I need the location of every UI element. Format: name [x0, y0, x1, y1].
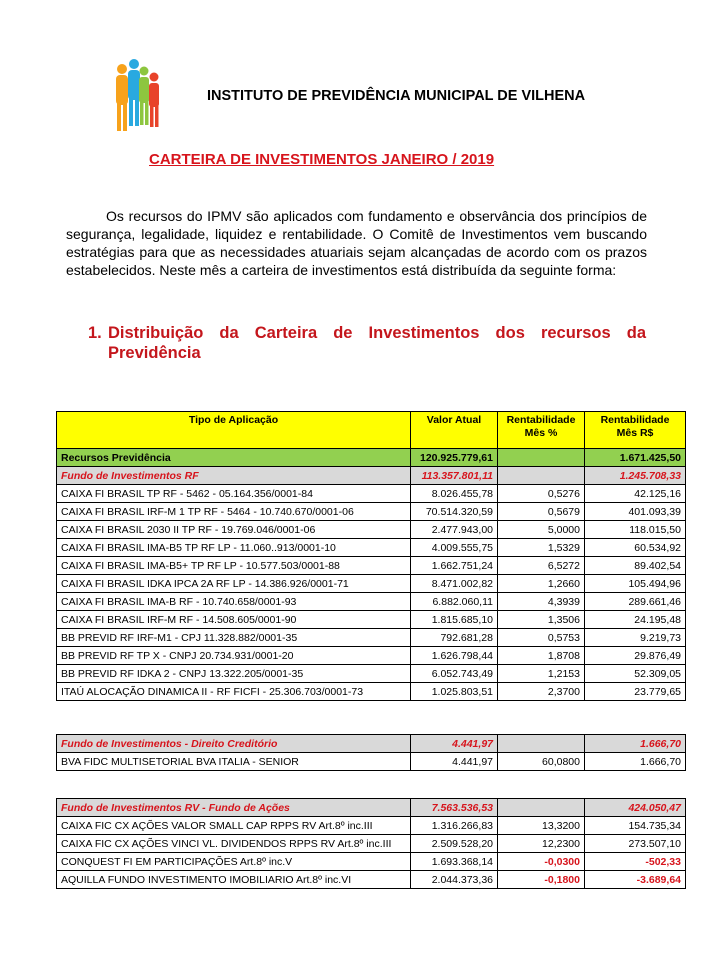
fund-rent-pct: 1,3506 — [498, 611, 585, 629]
fund-rent-rs: 154.735,34 — [585, 817, 686, 835]
table-row — [57, 683, 686, 701]
fund-rv-row — [57, 799, 686, 817]
fund-rent-rs: 89.402,54 — [585, 557, 686, 575]
fund-name: CAIXA FI BRASIL 2030 II TP RF - 19.769.046/0001-06 — [57, 521, 411, 539]
fund-rent-pct: 6,5272 — [498, 557, 585, 575]
fund-rent-pct: 0,5753 — [498, 629, 585, 647]
fund-valor: 1.316.266,83 — [411, 817, 498, 835]
fund-rent-pct: 1,2660 — [498, 575, 585, 593]
fund-rent-rs: -3.689,64 — [585, 871, 686, 889]
table-row — [57, 539, 686, 557]
table-row — [57, 835, 686, 853]
fund-rf-pct — [498, 467, 585, 485]
table-row — [57, 817, 686, 835]
fund-rent-rs: 23.779,65 — [585, 683, 686, 701]
header-valor: Valor Atual — [411, 412, 498, 449]
fund-valor: 2.044.373,36 — [411, 871, 498, 889]
header-tipo: Tipo de Aplicação — [57, 412, 411, 449]
table-row — [57, 853, 686, 871]
section-title-line2: Previdência — [108, 344, 201, 362]
section-title-line1: Distribuição da Carteira de Investimentos dos recursos da — [108, 324, 646, 342]
fund-rent-pct: -0,0300 — [498, 853, 585, 871]
fund-dc-name: Fundo de Investimentos - Direito Creditório — [57, 735, 411, 753]
fund-rf-valor: 113.357.801,11 — [411, 467, 498, 485]
table-row — [57, 611, 686, 629]
table-row — [57, 503, 686, 521]
fund-dc-row — [57, 735, 686, 753]
fund-name: CAIXA FI BRASIL IRF-M RF - 14.508.605/0001-90 — [57, 611, 411, 629]
fund-rent-rs: 52.309,05 — [585, 665, 686, 683]
fund-rf-row — [57, 467, 686, 485]
investments-table-dc — [56, 734, 686, 771]
investments-table-rf — [56, 411, 686, 701]
page-title: CARTEIRA DE INVESTIMENTOS JANEIRO / 2019 — [149, 151, 495, 168]
table-row — [57, 665, 686, 683]
fund-valor: 6.882.060,11 — [411, 593, 498, 611]
fund-dc-rent-rs: 1.666,70 — [585, 735, 686, 753]
fund-valor: 1.662.751,24 — [411, 557, 498, 575]
fund-rent-rs: 60.534,92 — [585, 539, 686, 557]
fund-dc-pct — [498, 735, 585, 753]
fund-name: CAIXA FI BRASIL IDKA IPCA 2A RF LP - 14.386.926/0001-71 — [57, 575, 411, 593]
fund-rent-rs: -502,33 — [585, 853, 686, 871]
fund-rv-rent-rs: 424.050,47 — [585, 799, 686, 817]
fund-valor: 70.514.320,59 — [411, 503, 498, 521]
fund-rent-pct: 0,5276 — [498, 485, 585, 503]
fund-valor: 4.441,97 — [411, 753, 498, 771]
fund-valor: 8.026.455,78 — [411, 485, 498, 503]
fund-rv-pct — [498, 799, 585, 817]
fund-rent-pct: 12,2300 — [498, 835, 585, 853]
fund-name: CAIXA FI BRASIL IMA-B5 TP RF LP - 11.060..913/0001-10 — [57, 539, 411, 557]
fund-valor: 2.509.528,20 — [411, 835, 498, 853]
fund-rent-rs: 1.666,70 — [585, 753, 686, 771]
fund-rent-pct: 2,3700 — [498, 683, 585, 701]
fund-name: ITAÚ ALOCAÇÃO DINAMICA II - RF FICFI - 25.306.703/0001-73 — [57, 683, 411, 701]
fund-rent-rs: 42.125,16 — [585, 485, 686, 503]
fund-rent-rs: 289.661,46 — [585, 593, 686, 611]
table-row — [57, 753, 686, 771]
fund-name: BB PREVID RF IDKA 2 - CNPJ 13.322.205/0001-35 — [57, 665, 411, 683]
fund-valor: 1.693.368,14 — [411, 853, 498, 871]
table-row — [57, 647, 686, 665]
section-heading — [88, 323, 646, 363]
previdencia-name: Recursos Previdência — [57, 449, 411, 467]
fund-valor: 6.052.743,49 — [411, 665, 498, 683]
fund-valor: 792.681,28 — [411, 629, 498, 647]
fund-rent-rs: 118.015,50 — [585, 521, 686, 539]
fund-rf-rent-rs: 1.245.708,33 — [585, 467, 686, 485]
fund-name: CAIXA FIC CX AÇÕES VINCI VL. DIVIDENDOS RPPS RV Art.8º inc.III — [57, 835, 411, 853]
fund-valor: 1.025.803,51 — [411, 683, 498, 701]
fund-name: CAIXA FIC CX AÇÕES VALOR SMALL CAP RPPS RV Art.8º inc.III — [57, 817, 411, 835]
section-number: 1. — [88, 324, 102, 342]
table-row — [57, 557, 686, 575]
fund-name: CAIXA FI BRASIL IMA-B RF - 10.740.658/0001-93 — [57, 593, 411, 611]
fund-name: CAIXA FI BRASIL IMA-B5+ TP RF LP - 10.577.503/0001-88 — [57, 557, 411, 575]
previdencia-pct — [498, 449, 585, 467]
fund-rent-pct: 0,5679 — [498, 503, 585, 521]
table-header-row — [57, 412, 686, 449]
fund-valor: 4.009.555,75 — [411, 539, 498, 557]
fund-valor: 1.626.798,44 — [411, 647, 498, 665]
ipmv-logo-icon — [108, 55, 166, 135]
institution-name: INSTITUTO DE PREVIDÊNCIA MUNICIPAL DE VILHENA — [207, 88, 586, 104]
fund-name: BVA FIDC MULTISETORIAL BVA ITALIA - SENIOR — [57, 753, 411, 771]
fund-rf-name: Fundo de Investimentos RF — [57, 467, 411, 485]
fund-name: AQUILLA FUNDO INVESTIMENTO IMOBILIARIO Art.8º inc.VI — [57, 871, 411, 889]
previdencia-rent-rs: 1.671.425,50 — [585, 449, 686, 467]
fund-name: BB PREVID RF TP X - CNPJ 20.734.931/0001-20 — [57, 647, 411, 665]
fund-valor: 1.815.685,10 — [411, 611, 498, 629]
fund-rv-valor: 7.563.536,53 — [411, 799, 498, 817]
table-row — [57, 485, 686, 503]
intro-paragraph: Os recursos do IPMV são aplicados com fundamento e observância dos princípios de segurança, legalidade, liquidez e rentabilidade. O Comitê de Investimentos vem buscando estratégias para que as necessidades atuariais sejam alcançadas de acordo com os prazos estabelecidos. Neste mês a carteira de investimentos está distribuída da seguinte forma: — [66, 208, 647, 278]
fund-rent-pct: 1,5329 — [498, 539, 585, 557]
fund-rent-rs: 24.195,48 — [585, 611, 686, 629]
fund-rent-pct: 1,2153 — [498, 665, 585, 683]
fund-rent-rs: 29.876,49 — [585, 647, 686, 665]
fund-name: BB PREVID RF IRF-M1 - CPJ 11.328.882/0001-35 — [57, 629, 411, 647]
table-row — [57, 629, 686, 647]
fund-rent-pct: 13,3200 — [498, 817, 585, 835]
header-rent-pct: Rentabilidade Mês % — [498, 412, 585, 449]
fund-rent-pct: 5,0000 — [498, 521, 585, 539]
fund-rent-pct: 60,0800 — [498, 753, 585, 771]
table-row — [57, 521, 686, 539]
fund-rv-name: Fundo de Investimentos RV - Fundo de Ações — [57, 799, 411, 817]
header-rent-rs: Rentabilidade Mês R$ — [585, 412, 686, 449]
fund-valor: 8.471.002,82 — [411, 575, 498, 593]
fund-rent-rs: 401.093,39 — [585, 503, 686, 521]
fund-name: CAIXA FI BRASIL IRF-M 1 TP RF - 5464 - 10.740.670/0001-06 — [57, 503, 411, 521]
fund-rent-rs: 105.494,96 — [585, 575, 686, 593]
fund-rent-pct: 1,8708 — [498, 647, 585, 665]
fund-dc-valor: 4.441,97 — [411, 735, 498, 753]
fund-rent-pct: -0,1800 — [498, 871, 585, 889]
investments-table-rv — [56, 798, 686, 889]
fund-valor: 2.477.943,00 — [411, 521, 498, 539]
fund-rent-rs: 9.219,73 — [585, 629, 686, 647]
fund-rent-pct: 4,3939 — [498, 593, 585, 611]
table-row — [57, 871, 686, 889]
previdencia-valor: 120.925.779,61 — [411, 449, 498, 467]
table-row — [57, 575, 686, 593]
table-row — [57, 593, 686, 611]
fund-name: CONQUEST FI EM PARTICIPAÇÕES Art.8º inc.V — [57, 853, 411, 871]
previdencia-row — [57, 449, 686, 467]
fund-name: CAIXA FI BRASIL TP RF - 5462 - 05.164.356/0001-84 — [57, 485, 411, 503]
fund-rent-rs: 273.507,10 — [585, 835, 686, 853]
